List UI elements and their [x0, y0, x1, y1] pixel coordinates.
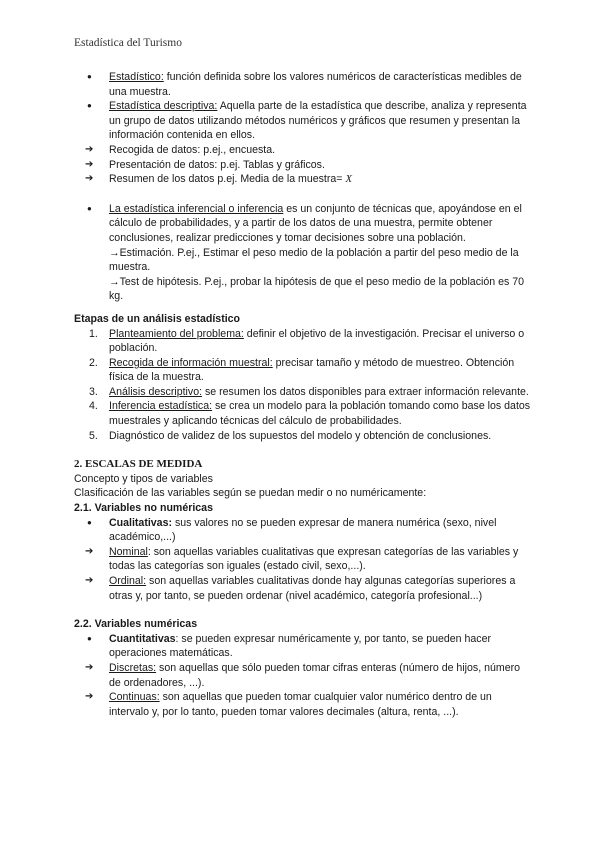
etapas-heading: Etapas de un análisis estadístico — [74, 312, 241, 325]
etapa-item: 1. Planteamiento del problema: definir el objetivo de la investigación. Precisar el universo o población. — [89, 327, 525, 355]
page-header: Estadística del Turismo — [74, 37, 182, 49]
etapa-item: 4. Inferencia estadística: se crea un modelo para la población tomando como base los datos muestrales y aplicando técnicas del cálculo de probabilidades. — [89, 400, 531, 428]
term-descriptiva: Estadística descriptiva: — [109, 100, 218, 113]
arrow-item-nominal: ➔ Nominal: son aquellas variables cualitativas que expresan categorías de las variables y todas las categorías son iguales (estado civil, sexo,...). — [74, 545, 534, 574]
arrow-item-presentacion: ➔ Presentación de datos: p.ej. Tablas y gráficos. — [74, 158, 534, 173]
etapa-item: 5. Diagnóstico de validez de los supuestos del modelo y obtención de conclusiones. — [89, 429, 492, 442]
no-numericas-heading: 2.1. Variables no numéricas — [74, 502, 213, 515]
test-hipotesis-line: →Test de hipótesis. P.ej., probar la hipótesis de que el peso medio de la población es 70 kg. — [109, 275, 524, 303]
estimacion-line: →Estimación. P.ej., Estimar el peso medio de la población a partir del peso medio de la muestra. — [109, 246, 519, 274]
etapa-item: 2. Recogida de información muestral: precisar tamaño y método de muestreo. Obtención física de la muestra. — [89, 356, 515, 384]
arrow-item-ordinal: ➔ Ordinal: son aquellas variables cualitativas donde hay algunas categorías superiores a otras y, por tanto, se pueden ordenar (nivel académico, categoría profesional...) — [74, 574, 534, 603]
bullet-inferencial — [74, 202, 534, 246]
bullet-estadistico — [74, 70, 534, 99]
escalas-line-concepto: Concepto y tipos de variables — [74, 472, 213, 485]
text-descriptiva: Aquella parte de la estadística que describe, analiza y representa un grupo de datos utilizando métodos numéricos y gráficos que resumen y presentan la información contenida en ellos. — [109, 100, 527, 142]
escalas-line-clasificacion: Clasificación de las variables según se puedan medir o no numéricamente: — [74, 487, 427, 500]
etapa-item: 3. Análisis descriptivo: se resumen los datos disponibles para extraer información relevante. — [89, 385, 529, 398]
text-estadistico: función definida sobre los valores numéricos de características medibles de una muestra. — [109, 71, 522, 98]
text-inferencial: es un conjunto de técnicas que, apoyándose en el cálculo de probabilidades, y a partir de los datos de una muestra, permite obtener conclusiones, realizar predicciones y tomar decisiones sobre una población. — [109, 202, 522, 244]
bullet-cuantitativas: ● Cuantitativas: se pueden expresar numéricamente y, por tanto, se pueden hacer operaciones matemáticas. — [74, 632, 534, 661]
arrow-item-continuas: ➔ Continuas: son aquellas que pueden tomar cualquier valor numérico dentro de un intervalo y, por lo tanto, pueden tomar valores decimales (altura, renta, ...). — [74, 690, 534, 719]
bullet-estadistica-descriptiva — [74, 99, 534, 143]
numericas-heading: 2.2. Variables numéricas — [74, 618, 198, 631]
document-body — [74, 70, 534, 719]
arrow-text-resumen: Resumen de los datos p.ej. Media de la muestra= — [109, 173, 346, 186]
term-inferencial: La estadística inferencial o inferencia — [109, 202, 284, 215]
arrow-item-discretas: ➔ Discretas: son aquellas que sólo pueden tomar cifras enteras (número de hijos, número de ordenadores, ...). — [74, 661, 534, 690]
bullet-cualitativas: ● Cualitativas: sus valores no se pueden expresar de manera numérica (sexo, nivel académico,...) — [74, 516, 534, 545]
sample-mean-symbol: X — [345, 174, 352, 186]
arrow-item-recogida: ➔ Recogida de datos: p.ej., encuesta. — [74, 143, 534, 158]
arrow-item-resumen — [74, 172, 534, 188]
escalas-heading: 2. ESCALAS DE MEDIDA — [74, 458, 203, 471]
term-estadistico: Estadístico: — [109, 71, 164, 83]
